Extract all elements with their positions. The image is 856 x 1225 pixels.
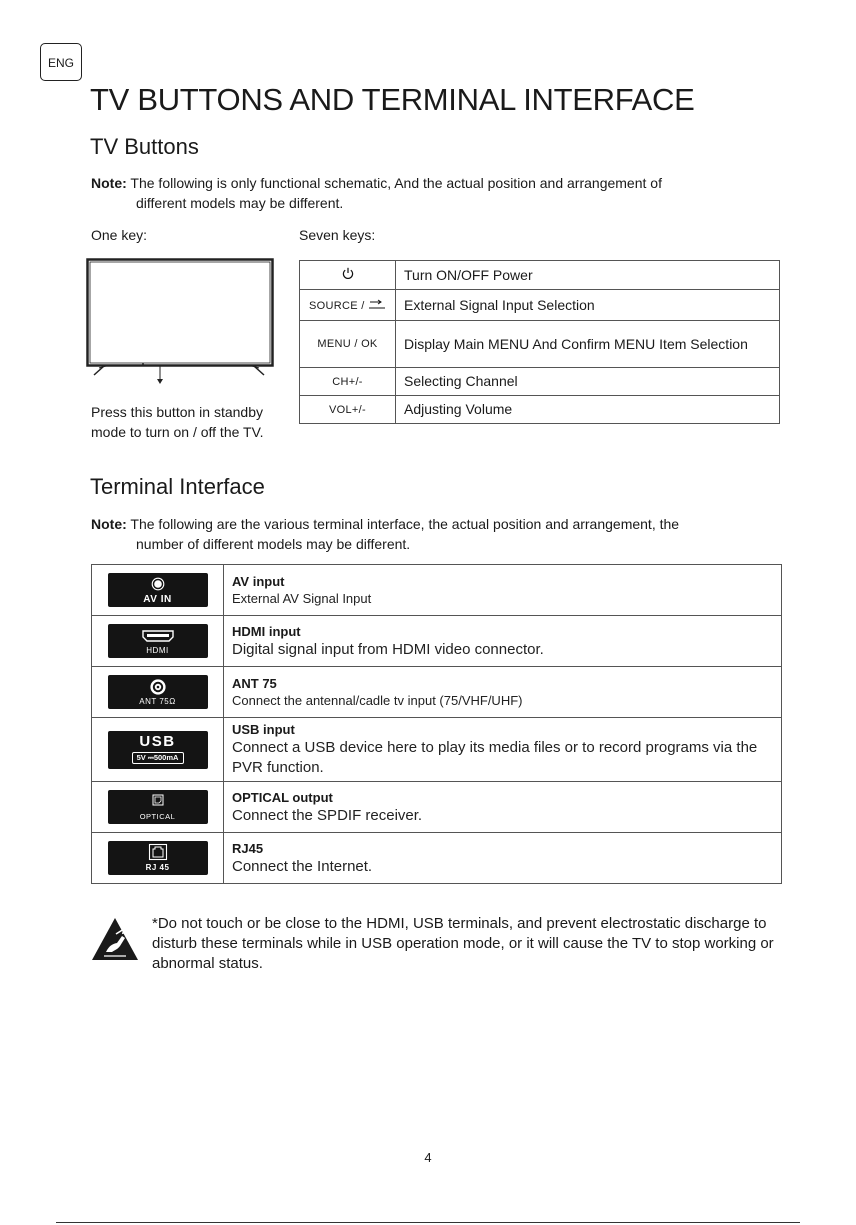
vol-key-cell: VOL+/- [300,396,396,424]
key-row [300,290,780,321]
note-text-2: number of different models may be different. [136,536,411,552]
terminal-text-cell [224,833,782,884]
terminal-desc: Digital signal input from HDMI video connector. [232,640,544,658]
terminal-desc: Connect a USB device here to play its media files or to record programs via the PVR function. [232,739,758,776]
terminal-desc: External AV Signal Input [232,591,372,606]
page-number: 4 [424,1150,432,1165]
language-tab: ENG [40,43,82,81]
terminal-desc: Connect the SPDIF receiver. [232,806,423,824]
one-key-label: One key: [91,227,148,243]
terminal-row [92,667,782,718]
note-label: Note: [91,175,127,191]
esd-warning-icon [90,916,140,962]
terminal-name: AV input [232,574,285,589]
key-row [300,396,780,424]
terminal-table [91,564,782,884]
port-label: RJ 45 [145,863,170,872]
note-text-1: The following is only functional schematic, And the actual position and arrangement of [130,175,662,191]
tv-buttons-note [91,173,771,213]
key-row [300,368,780,396]
terminal-desc: Connect the antennal/cadle tv input (75/VHF/UHF) [232,693,523,708]
terminal-text-cell [224,565,782,616]
rj45-port-icon [108,841,208,875]
terminal-row [92,833,782,884]
page-title: TV BUTTONS AND TERMINAL INTERFACE [90,82,695,117]
terminal-icon-cell [92,616,224,667]
port-label: OPTICAL [139,812,176,821]
one-key-caption [91,402,291,442]
footer-divider [56,1222,800,1223]
terminal-icon-cell [92,782,224,833]
terminal-note [91,514,781,554]
usb-rating-label: 5V ⎓500mA [132,752,184,764]
terminal-interface-heading: Terminal Interface [90,474,265,499]
terminal-name: HDMI input [232,623,301,639]
note-text-1: The following are the various terminal interface, the actual position and arrangement, the [130,516,680,532]
key-desc: Adjusting Volume [396,396,780,424]
note-label: Note: [91,516,127,532]
terminal-icon-cell [92,667,224,718]
terminal-name: ANT 75 [232,676,277,691]
key-row [300,321,780,368]
key-desc: External Signal Input Selection [396,290,780,321]
one-key-caption-line-2: mode to turn on / off the TV. [91,424,264,440]
key-row [300,261,780,290]
terminal-name: OPTICAL output [232,789,333,805]
port-label: HDMI [146,646,169,655]
note-text-2: different models may be different. [136,195,344,211]
seven-keys-table [299,260,780,424]
terminal-icon-cell [92,718,224,782]
power-key-cell [300,261,396,290]
terminal-row [92,718,782,782]
tv-illustration [86,258,278,386]
terminal-name: RJ45 [232,840,264,856]
terminal-text-cell [224,616,782,667]
menu-key-cell: MENU / OK [300,321,396,368]
ch-key-cell: CH+/- [300,368,396,396]
hdmi-port-icon [108,624,208,658]
optical-port-icon [108,790,208,824]
one-key-caption-line-1: Press this button in standby [91,404,263,420]
esd-warning-text: *Do not touch or be close to the HDMI, USB terminals, and prevent electrostatic discharge to disturb these terminals while in USB operation mode, or it will cause the TV to stop working or abnormal status. [152,915,774,972]
port-label: AV IN [143,594,172,605]
av-in-port-icon [108,573,208,607]
terminal-name: USB input [232,722,295,737]
terminal-text-cell [224,782,782,833]
terminal-row [92,616,782,667]
port-label: ANT 75Ω [139,697,176,706]
tv-buttons-heading: TV Buttons [90,134,199,159]
key-desc: Selecting Channel [396,368,780,396]
terminal-text-cell [224,667,782,718]
terminal-row [92,782,782,833]
power-icon [342,267,354,280]
seven-keys-label: Seven keys: [299,227,376,243]
terminal-row [92,565,782,616]
terminal-desc: Connect the Internet. [232,857,373,875]
antenna-port-icon [108,675,208,709]
usb-port-icon [108,731,208,769]
terminal-icon-cell [92,833,224,884]
terminal-icon-cell [92,565,224,616]
key-desc: Display Main MENU And Confirm MENU Item Selection [396,321,780,368]
input-icon [368,299,386,310]
port-label: USB [139,732,176,750]
source-key-label: SOURCE / [309,299,365,312]
terminal-text-cell [224,718,782,782]
key-desc: Turn ON/OFF Power [396,261,780,290]
source-key-cell [300,290,396,321]
